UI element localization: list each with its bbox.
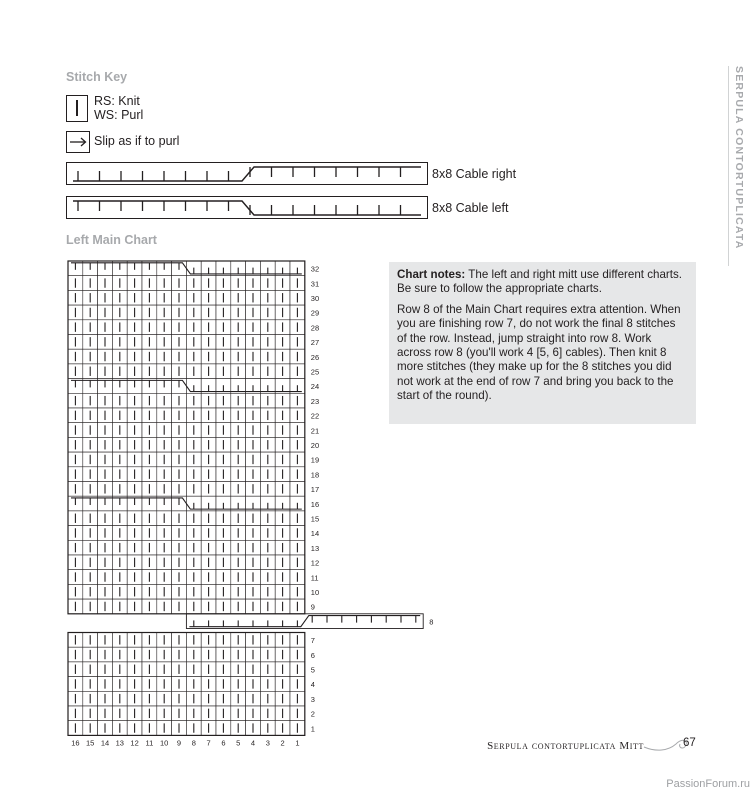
column-number: 16 — [71, 738, 80, 748]
chart-row — [68, 452, 305, 467]
chart-row — [68, 647, 305, 662]
side-rule — [728, 66, 729, 266]
chart-row — [68, 437, 305, 452]
row-number: 3 — [310, 694, 315, 704]
chart-row — [68, 526, 305, 541]
column-number: 12 — [130, 738, 139, 748]
row-number: 16 — [310, 499, 320, 509]
column-number: 4 — [250, 738, 256, 748]
watermark: PassionForum.ru — [666, 778, 750, 790]
column-number: 5 — [236, 738, 241, 748]
row-number: 28 — [310, 323, 320, 333]
row-number: 5 — [310, 665, 315, 675]
column-number: 10 — [160, 738, 169, 748]
page-number: 67 — [683, 737, 696, 749]
row-number: 12 — [310, 558, 320, 568]
chart-row — [68, 320, 305, 335]
chart-row — [68, 721, 305, 736]
chart-row — [68, 633, 305, 648]
chart-title: Left Main Chart — [66, 233, 157, 247]
chart-row — [68, 467, 305, 482]
column-number: 6 — [221, 738, 226, 748]
chart-notes-para-2: Row 8 of the Main Chart requires extra attention. When you are finishing row 7, do not work the final 8 stitches of the row. Instead, jump straight into row 8. Work across row 8 (you'll work 4 [5, 6] cables). Then knit 8 more stitches (they make up for the 8 stitches you did not work at the end of row 7 and bring you back to the start of the round). — [397, 302, 681, 403]
row-number: 21 — [310, 426, 320, 436]
column-number: 13 — [115, 738, 124, 748]
row-number: 27 — [310, 338, 320, 348]
row-number: 22 — [310, 411, 320, 421]
row-number: 6 — [310, 650, 315, 660]
row-number: 11 — [310, 573, 319, 583]
knit-label-rs: RS: Knit — [94, 94, 140, 108]
row-number: 1 — [310, 724, 315, 734]
chart-row — [68, 584, 305, 599]
row-number: 9 — [310, 602, 315, 612]
chart-notes-para-1 — [397, 268, 688, 297]
cable-left-label: 8x8 Cable left — [432, 201, 509, 215]
left-main-chart — [62, 256, 442, 756]
chart-row — [68, 261, 305, 276]
chart-row — [68, 379, 305, 394]
row-number: 10 — [310, 587, 320, 597]
row-number: 20 — [310, 440, 320, 450]
chart-row — [68, 423, 305, 438]
cable-right-label: 8x8 Cable right — [432, 167, 517, 181]
chart-row — [68, 276, 305, 291]
chart-row — [68, 393, 305, 408]
column-number: 15 — [86, 738, 95, 748]
row-number: 14 — [310, 529, 320, 539]
chart-row — [68, 706, 305, 721]
row-number: 29 — [310, 308, 320, 318]
column-number: 11 — [145, 738, 154, 748]
column-number: 2 — [280, 738, 285, 748]
row-number: 19 — [310, 455, 320, 465]
chart-row — [68, 511, 305, 526]
knit-symbol-box — [66, 95, 88, 122]
side-running-title: SERPULA CONTORTUPLICATA — [733, 66, 745, 250]
chart-row — [68, 364, 305, 379]
row-number: 32 — [310, 264, 320, 274]
footer-title: Serpula contortuplicata Mitt — [487, 740, 644, 752]
column-number: 8 — [191, 738, 196, 748]
row-number: 30 — [310, 293, 320, 303]
column-number: 3 — [265, 738, 270, 748]
slip-arrow-icon — [67, 132, 89, 152]
cable-right-symbol — [66, 162, 428, 186]
row-number: 4 — [310, 680, 315, 690]
chart-notes-heading: Chart notes: — [397, 268, 466, 281]
row-number: 23 — [310, 396, 320, 406]
row-number: 18 — [310, 470, 320, 480]
row-number: 8 — [429, 617, 434, 627]
chart-row — [68, 599, 305, 614]
chart-row — [68, 408, 305, 423]
chart-row — [186, 614, 423, 629]
chart-row — [68, 677, 305, 692]
chart-row — [68, 349, 305, 364]
stitch-key-title: Stitch Key — [66, 70, 128, 84]
knit-symbol-icon — [76, 100, 78, 116]
chart-row — [68, 691, 305, 706]
column-number: 9 — [176, 738, 182, 748]
column-number: 14 — [100, 738, 110, 748]
chart-notes-box — [389, 262, 696, 424]
chart-notes-text-1: The left and right mitt use different charts. Be sure to follow the appropriate charts. — [397, 268, 683, 296]
row-number: 13 — [310, 543, 320, 553]
row-number: 25 — [310, 367, 320, 377]
chart-row — [68, 570, 305, 585]
chart-row — [68, 305, 305, 320]
chart-row — [68, 335, 305, 350]
chart-row — [68, 482, 305, 497]
row-number: 7 — [310, 636, 315, 646]
row-number: 15 — [310, 514, 320, 524]
column-number: 1 — [295, 738, 300, 748]
row-number: 2 — [310, 709, 315, 719]
knit-label-ws: WS: Purl — [94, 108, 144, 122]
slip-label: Slip as if to purl — [94, 134, 180, 148]
cable-left-symbol — [66, 196, 428, 220]
chart-row — [68, 540, 305, 555]
chart-row — [68, 496, 305, 511]
row-number: 31 — [310, 279, 320, 289]
chart-row — [68, 555, 305, 570]
chart-row — [68, 290, 305, 305]
row-number: 24 — [310, 382, 320, 392]
column-number: 7 — [206, 738, 211, 748]
chart-row — [68, 662, 305, 677]
row-number: 17 — [310, 485, 320, 495]
row-number: 26 — [310, 352, 320, 362]
slip-symbol-box — [66, 131, 90, 153]
